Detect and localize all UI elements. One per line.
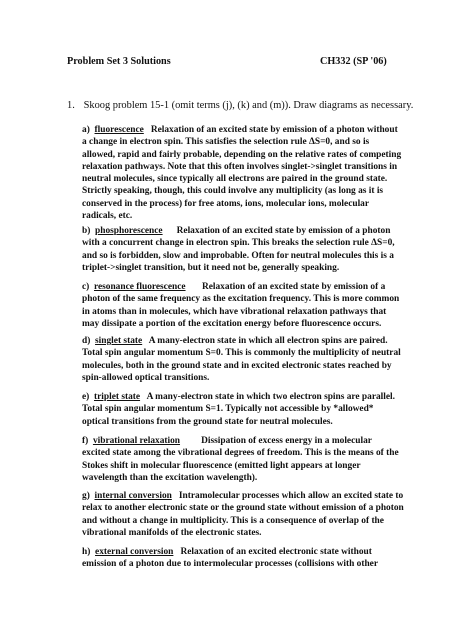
item-line: Relaxation of an excited electronic state without — [180, 547, 372, 557]
term-item-triplet-state — [82, 391, 422, 428]
item-line: relax to another electronic state or the ground state without emission of a photon — [82, 503, 404, 514]
item-line: Relaxation of an excited state by emission of a photon — [176, 226, 391, 236]
term-item-phosphorescence — [82, 225, 422, 274]
term-name: external conversion — [95, 547, 174, 557]
term-name: resonance fluorescence — [93, 282, 186, 292]
item-line: a change in electron spin. This satisfies the selection rule ΔS=0, and so is — [82, 137, 370, 148]
term-item-fluorescence — [82, 124, 422, 222]
course-code: CH332 (SP '06) — [320, 56, 387, 67]
item-line: Intramolecular processes which allow an excited state to — [178, 491, 404, 501]
item-line: spin-allowed optical transitions. — [82, 372, 210, 383]
item-line: relaxation pathways. Note that this often involves singlet->singlet transitions in — [82, 161, 398, 172]
term-item-internal-conversion — [82, 490, 422, 539]
item-line: vibrational manifolds of the electronic states. — [82, 527, 262, 538]
item-label: c) — [82, 282, 90, 292]
item-label: h) — [82, 547, 91, 557]
document-title: Problem Set 3 Solutions — [67, 56, 171, 67]
item-label: g) — [82, 491, 90, 501]
item-line: neutral molecules, since typically all electrons are paired in the ground state. — [82, 174, 388, 185]
term-item-singlet-state — [82, 335, 422, 384]
item-line: Relaxation of an excited state by emission of a photon without — [150, 125, 398, 135]
term-name: phosphorescence — [95, 226, 163, 236]
item-line: Stokes shift in molecular fluorescence (emitted light appears at longer — [82, 460, 361, 471]
item-line: Relaxation of an excited state by emission of a — [201, 282, 386, 292]
item-line: Total spin angular momentum S=1. Typically not accessible by *allowed* — [82, 404, 374, 415]
term-item-external-conversion — [82, 546, 422, 571]
question-number: 1. — [67, 100, 75, 111]
item-line: triplet->singlet transition, but it need not be, generally speaking. — [82, 262, 340, 273]
item-line: wavelength than the excitation wavelength). — [82, 472, 258, 483]
item-line: and so is forbidden, slow and improbable. Often for neutral molecules this is a — [82, 250, 394, 261]
question-text: Skoog problem 15-1 (omit terms (j), (k) and (m)). Draw diagrams as necessary. — [83, 100, 414, 111]
item-label: f) — [82, 436, 89, 446]
item-line: optical transitions from the ground state for neutral molecules. — [82, 416, 333, 427]
item-line: allowed, rapid and fairly probable, depending on the relative rates of competing — [82, 149, 402, 160]
term-name: triplet state — [93, 392, 141, 402]
item-label: a) — [82, 125, 90, 135]
item-label: e) — [82, 392, 90, 402]
term-item-vibrational-relaxation — [82, 435, 422, 484]
question-1 — [67, 100, 413, 111]
item-label: d) — [82, 336, 91, 346]
item-line: radicals, etc. — [82, 211, 133, 222]
item-line: A many-electron state in which all electron spins are paired. — [148, 336, 388, 346]
term-name: internal conversion — [94, 491, 172, 501]
item-line: Total spin angular momentum S=0. This is commonly the multiplicity of neutral — [82, 348, 401, 359]
term-item-resonance-fluorescence — [82, 281, 422, 330]
term-name: fluorescence — [94, 125, 144, 135]
item-line: and without a change in multiplicity. This is a consequence of overlap of the — [82, 515, 384, 526]
item-label: b) — [82, 226, 91, 236]
item-line: Strictly speaking, though, this could involve any multiplicity (as long as it is — [82, 186, 384, 197]
item-line: with a concurrent change in electron spin. This breaks the selection rule ΔS=0, — [82, 238, 395, 249]
item-line: Dissipation of excess energy in a molecular — [201, 436, 372, 446]
item-line: may dissipate a portion of the excitation energy before fluorescence occurs. — [82, 318, 382, 329]
item-line: in atoms than in molecules, which have vibrational relaxation pathways that — [82, 306, 387, 317]
item-line: emission of a photon due to intermolecular processes (collisions with other — [82, 559, 378, 570]
item-line: A many-electron state in which two electron spins are parallel. — [146, 392, 395, 402]
term-name: vibrational relaxation — [92, 436, 181, 446]
item-line: conserved in the process) for free atoms, ions, molecular ions, molecular — [82, 198, 370, 209]
term-name: singlet state — [95, 336, 143, 346]
item-line: molecules, both in the ground state and in excited electronic states reached by — [82, 360, 392, 371]
item-line: excited state among the vibrational degrees of freedom. This is the means of the — [82, 448, 399, 459]
item-line: photon of the same frequency as the excitation frequency. This is more common — [82, 294, 400, 305]
